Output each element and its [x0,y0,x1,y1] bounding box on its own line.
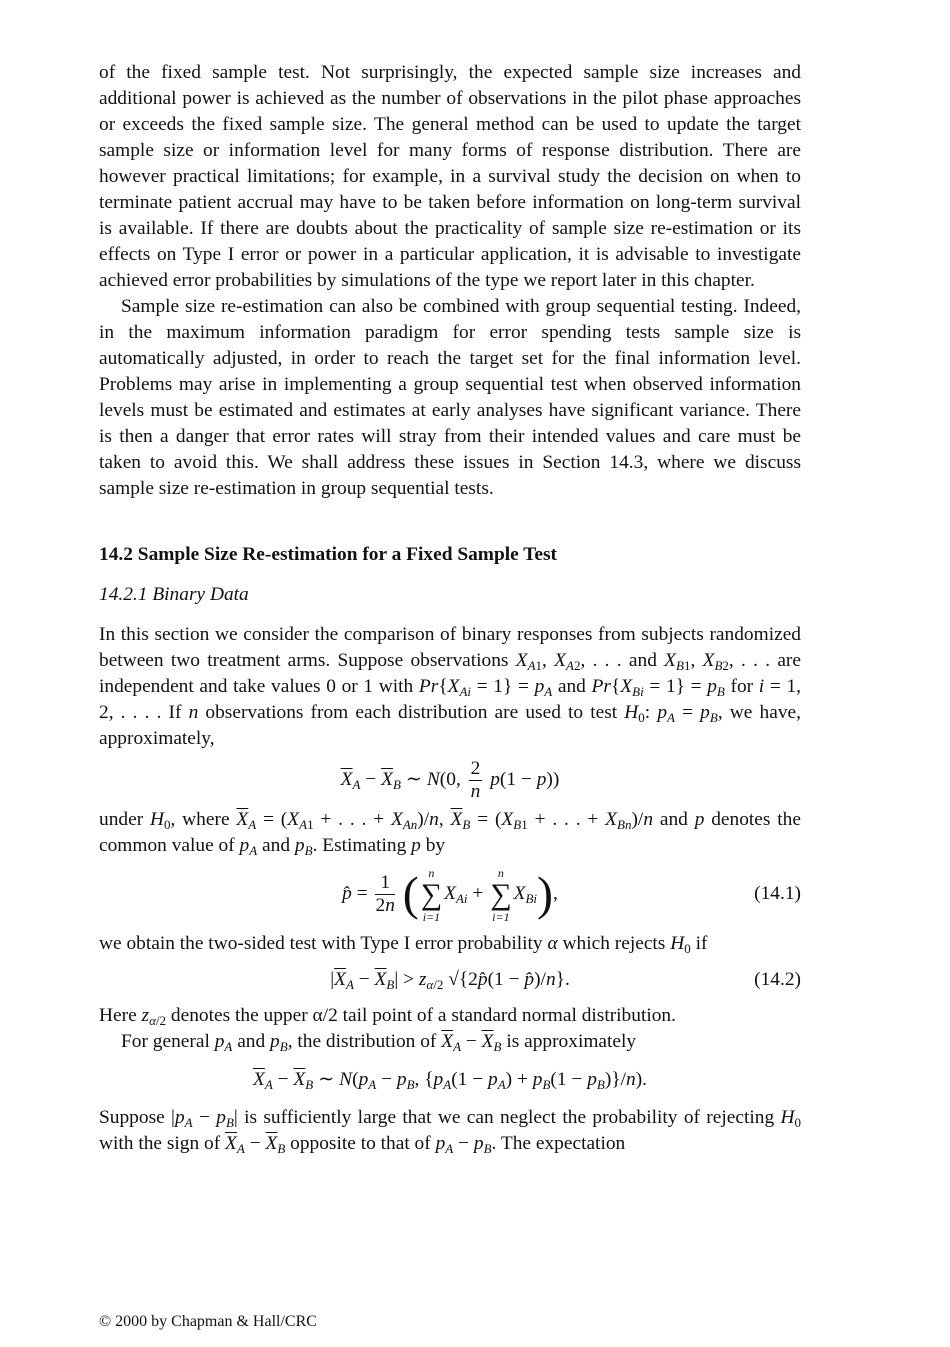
equation-14-1: p̂ = $\frac{1}{2n}$ ( n ∑ i=1 $X_{Ai}$ + n ∑ i=1 $X_{Bi}$), (14.1) [99,861,801,927]
subsection-heading: 14.2.1 Binary Data [99,584,249,605]
paragraph-3: In this section we consider the comparison of binary responses from subjects randomized between two treatment arms. Suppose observations $X_{A1}$, $X_{A2}$, . . . and $X_{B1}$, $X_{B2}$, . . . are independent and take values 0 or 1 with $Pr\{X_{Ai} = 1\} = p_A$ and $Pr\{X_{Bi} = 1\} = p_B$ for i = 1, 2, . . . . If n observations from each distribution are used to test $H_0$: $p_A = p_B$, we have, approximately, [99,624,801,749]
section-heading: 14.2 Sample Size Re-estimation for a Fixed Sample Test [99,544,557,565]
paragraph-6: Here $z_{\alpha/2}$ denotes the upper α/2 tail point of a standard normal distribution. [99,1005,676,1028]
paragraph-1: of the fixed sample test. Not surprisingly, the expected sample size increases and additional power is achieved as the number of observations in the pilot phase approaches or exceeds the fixed sample size. The general method can be used to update the target sample size or information level for many forms of response distribution. There are however practical limitations; for example, in a survival study the decision on when to terminate patient accrual may have to be taken before information on long-term survival is available. If there are doubts about the practicality of sample size re-estimation or its effects on Type I error or power in a particular application, it is advisable to investigate achieved error probabilities by simulations of the type we report later in this chapter. [99,62,801,291]
paragraph-2: Sample size re-estimation can also be combined with group sequential testing. Indeed, in the maximum information paradigm for error spending tests sample size is automatically adjusted, in order to reach the target set for the final information level. Problems may arise in implementing a group sequential test when observed information levels must be estimated and estimates at early analyses have significant variance. There is then a danger that error rates will stray from their intended values and care must be taken to avoid this. We shall address these issues in Section 14.3, where we discuss sample size re-estimation in group sequential tests. [99,296,801,499]
paragraph-8: Suppose $|p_A - p_B|$ is sufficiently large that we can neglect the probability of rejecting $H_0$ with the sign of $\overline{X}_A - \overline{X}_B$ opposite to that of $p_A - p_B$. The expectation [99,1107,801,1156]
equation-general-distribution: $\overline{X}_A - \overline{X}_B$ ∼ $N(p_A - p_B$, $\{p_A(1 - p_A) + p_B(1 - p_B)\}/n$). [252,1069,648,1092]
paragraph-7: For general $p_A$ and $p_B$, the distribution of $\overline{X}_A - \overline{X}_B$ is approximately [121,1031,637,1054]
equation-number-14-1: (14.1) [754,883,801,904]
equation-14-2: $|\overline{X}_A - \overline{X}_B| > z_{\alpha/2}$ √{2p̂(1 − p̂)/n}. (14.2) [330,969,801,992]
equation-null-distribution: $\overline{X}_A - \overline{X}_B$ ∼ N(0, $\frac{2}{n}$ p(1 − p)) [340,758,560,802]
paragraph-5: we obtain the two-sided test with Type I error probability α which rejects $H_0$ if [99,933,708,956]
equation-number-14-2: (14.2) [754,969,801,990]
paragraph-4: under $H_0$, where $\overline{X}_A = (X_{A1}$ + . . . + $X_{An})/n$, $\overline{X}_B = (X_{B1}$ + . . . + $X_{Bn})/n$ and p denotes the common value of $p_A$ and $p_B$. Estimating p by [99,809,801,858]
page-body [99,60,801,1157]
copyright-footer: © 2000 by Chapman & Hall/CRC [99,1313,317,1330]
